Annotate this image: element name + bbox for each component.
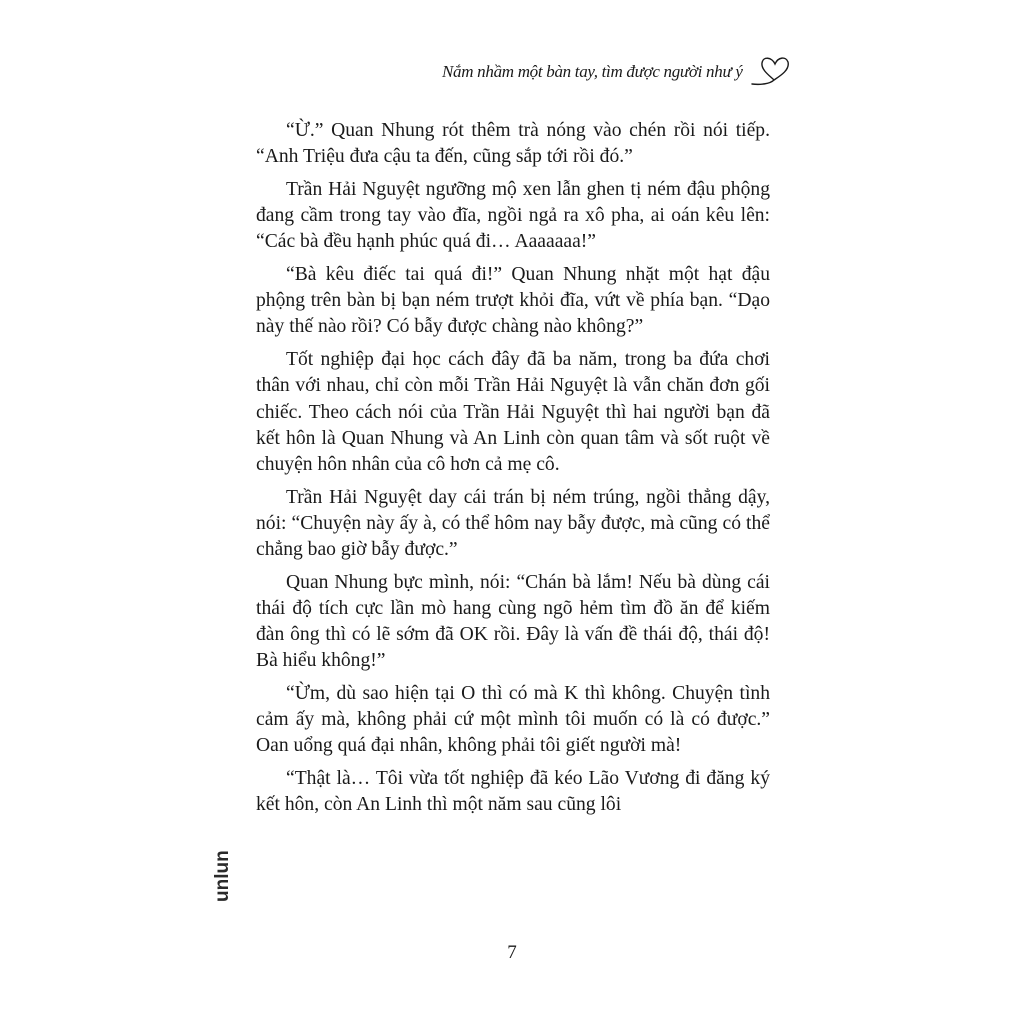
paragraph: “Bà kêu điếc tai quá đi!” Quan Nhung nhặt một hạt đậu phộng trên bàn bị bạn ném trượt khỏi đĩa, vứt về phía bạn. “Dạo này thế nào rồi? Có bẫy được chàng nào không?” [256,264,770,338]
publisher-logo-icon [186,836,233,906]
heart-outline-icon [750,54,794,88]
body-text [256,118,770,825]
paragraph: Trần Hải Nguyệt day cái trán bị ném trúng, ngồi thẳng dậy, nói: “Chuyện này ấy à, có thể hôm nay bẫy được, mà cũng có thể chẳng bao giờ bẫy được.” [256,486,770,561]
paragraph: “Ừ.” Quan Nhung rót thêm trà nóng vào chén rồi nói tiếp. “Anh Triệu đưa cậu ta đến, cũng sắp tới rồi đó.” [256,120,770,168]
paragraph: “Thật là… Tôi vừa tốt nghiệp đã kéo Lão Vương đi đăng ký kết hôn, còn An Linh thì một năm sau cũng lôi [256,768,770,816]
running-title: Nắm nhầm một bàn tay, tìm được người như ý [442,62,743,81]
paragraph: Tốt nghiệp đại học cách đây đã ba năm, trong ba đứa chơi thân với nhau, chỉ còn mỗi Trần Hải Nguyệt là vẫn chăn đơn gối chiếc. Theo cách nói của Trần Hải Nguyệt thì hai người bạn đã kết hôn là Quan Nhung và An Linh còn quan tâm và sốt ruột về chuyện hôn nhân của cô hơn cả mẹ cô. [256,349,770,475]
page-number: 7 [507,942,517,963]
paragraph: Quan Nhung bực mình, nói: “Chán bà lắm! Nếu bà dùng cái thái độ tích cực lần mò hang cùng ngõ hẻm tìm đồ ăn để kiếm đàn ông thì có lẽ sớm đã OK rồi. Đây là vấn đề thái độ, thái độ! Bà hiểu không!” [256,571,770,672]
running-header [420,54,800,94]
paragraph: Trần Hải Nguyệt ngưỡng mộ xen lẫn ghen tị ném đậu phộng đang cầm trong tay vào đĩa, ngồi ngả ra xô pha, ai oán kêu lên: “Các bà đều hạnh phúc quá đi… Aaaaaaa!” [256,178,770,253]
publisher-logo-text: unlun [212,850,233,902]
paragraph: “Ừm, dù sao hiện tại O thì có mà K thì không. Chuyện tình cảm ấy mà, không phải cứ một mình tôi muốn có là có được.” Oan uổng quá đại nhân, không phải tôi giết người mà! [256,683,770,757]
